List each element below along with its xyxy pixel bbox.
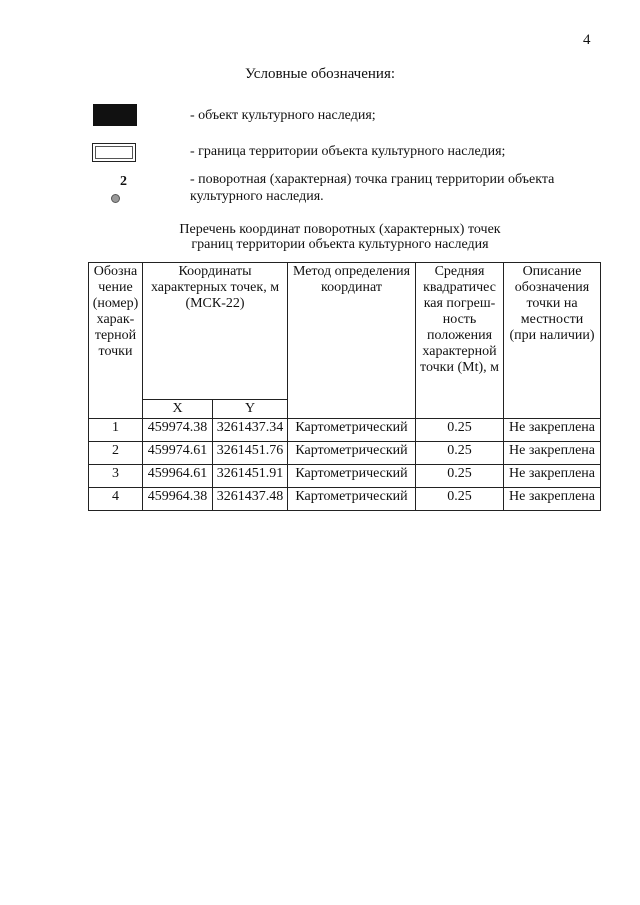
legend-text-object: - объект культурного наследия; bbox=[190, 108, 376, 123]
cell-mean-error: 0.25 bbox=[416, 488, 504, 511]
coordinates-list-title bbox=[0, 222, 640, 252]
table-row bbox=[89, 442, 601, 465]
cell-x: 459964.38 bbox=[143, 488, 213, 511]
cell-point-number: 4 bbox=[89, 488, 143, 511]
cell-y: 3261437.34 bbox=[213, 419, 288, 442]
turning-point-icon bbox=[111, 194, 120, 203]
cell-x: 459974.38 bbox=[143, 419, 213, 442]
cell-x: 459974.61 bbox=[143, 442, 213, 465]
cell-method: Картометрический bbox=[288, 488, 416, 511]
cell-method: Картометрический bbox=[288, 465, 416, 488]
header-y: Y bbox=[213, 400, 288, 419]
list-title-line-2: границ территории объекта культурного наследия bbox=[191, 237, 489, 252]
table-row bbox=[89, 419, 601, 442]
cell-mean-error: 0.25 bbox=[416, 419, 504, 442]
header-x: X bbox=[143, 400, 213, 419]
cell-description: Не закреплена bbox=[504, 465, 601, 488]
cell-description: Не закреплена bbox=[504, 442, 601, 465]
table-row bbox=[89, 488, 601, 511]
legend-heading: Условные обозначения: bbox=[244, 66, 396, 82]
point-symbol-label: 2 bbox=[120, 174, 127, 189]
cell-method: Картометрический bbox=[288, 442, 416, 465]
header-point-number: Обозна чение (номер) харак- терной точки bbox=[89, 263, 143, 419]
territory-boundary-symbol-icon bbox=[92, 143, 136, 162]
table-row bbox=[89, 465, 601, 488]
cell-mean-error: 0.25 bbox=[416, 465, 504, 488]
cell-point-number: 3 bbox=[89, 465, 143, 488]
cell-description: Не закреплена bbox=[504, 488, 601, 511]
coordinates-table bbox=[88, 262, 601, 511]
cell-method: Картометрический bbox=[288, 419, 416, 442]
cell-description: Не закреплена bbox=[504, 419, 601, 442]
cell-point-number: 1 bbox=[89, 419, 143, 442]
header-mean-error: Средняя квадратичес кая погреш- ность положения характерной точки (Mt), м bbox=[416, 263, 504, 419]
legend-text-point: - поворотная (характерная) точка границ территории объекта культурного наследия. bbox=[190, 172, 555, 204]
cell-point-number: 2 bbox=[89, 442, 143, 465]
cell-mean-error: 0.25 bbox=[416, 442, 504, 465]
header-description: Описание обозначения точки на местности (при наличии) bbox=[504, 263, 601, 419]
header-coordinates: Координаты характерных точек, м (МСК-22) bbox=[143, 263, 288, 400]
cell-y: 3261451.91 bbox=[213, 465, 288, 488]
header-method: Метод определения координат bbox=[288, 263, 416, 419]
cell-x: 459964.61 bbox=[143, 465, 213, 488]
cell-y: 3261437.48 bbox=[213, 488, 288, 511]
page-number: 4 bbox=[583, 32, 591, 48]
table-body bbox=[89, 419, 601, 511]
cell-y: 3261451.76 bbox=[213, 442, 288, 465]
heritage-object-symbol-icon bbox=[93, 104, 137, 126]
list-title-line-1: Перечень координат поворотных (характерных) точек bbox=[179, 222, 501, 237]
legend-text-boundary: - граница территории объекта культурного наследия; bbox=[190, 144, 506, 159]
